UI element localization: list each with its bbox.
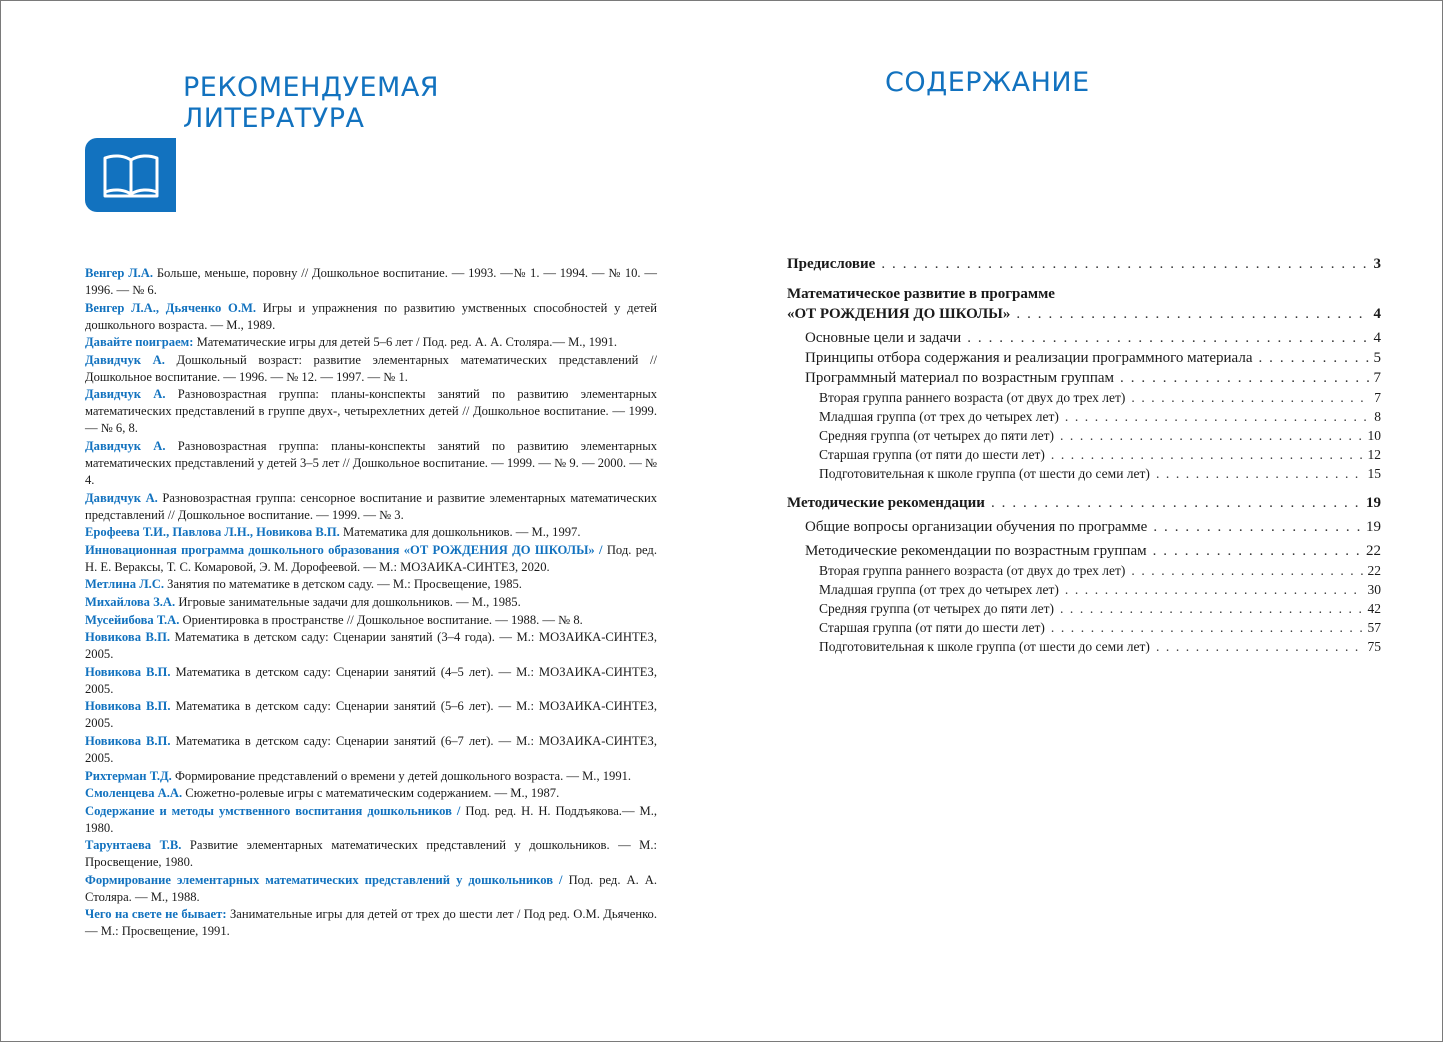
- reference-item: [85, 594, 657, 611]
- reference-text: Разновозрастная группа: сенсорное воспитание и развитие элементарных математических представлений // Дошкольное воспитание. — 1999. — № 3.: [85, 490, 657, 522]
- toc-subitem[interactable]: [787, 561, 1381, 580]
- toc-page-number: 30: [1367, 582, 1381, 597]
- dot-leader: [1060, 599, 1364, 618]
- reference-author: Инновационная программа дошкольного образования «ОТ РОЖДЕНИЯ ДО ШКОЛЫ» /: [85, 542, 603, 557]
- reference-item: [85, 300, 657, 334]
- dot-leader: [1153, 541, 1362, 561]
- toc-entry-title: Методические рекомендации по возрастным группам: [805, 543, 1147, 559]
- reference-item: [85, 612, 657, 629]
- toc-subitem[interactable]: [787, 388, 1381, 407]
- toc-page-number: 19: [1366, 519, 1381, 535]
- reference-text: Под. ред. Н. Е. Веракcы, Т. С. Комаровой, Э. М. Дорофеевой. — М.: МОЗАИКА-СИНТЕЗ, 2020.: [85, 542, 657, 574]
- reference-text: Математика в детском саду: Сценарии занятий (3–4 года). — М.: МОЗАИКА-СИНТЕЗ, 2005.: [85, 630, 657, 662]
- toc-page-number: 12: [1367, 447, 1381, 462]
- toc-methods-section[interactable]: [787, 493, 1381, 513]
- toc-page-number: 42: [1367, 601, 1381, 616]
- toc-page-number: 19: [1366, 495, 1381, 511]
- toc-page-number: 22: [1366, 543, 1381, 559]
- dot-leader: [967, 328, 1369, 348]
- toc-page-number: 8: [1374, 409, 1381, 424]
- reference-item: [85, 352, 657, 386]
- reference-author: Чего на свете не бывает:: [85, 907, 227, 922]
- reference-author: Давидчук А.: [85, 438, 166, 453]
- reference-text: Занимательные игры для детей от трех до шести лет / Под ред. О.М. Дьяченко. — М.: Просвещение, 1991.: [85, 907, 657, 939]
- dot-leader: [1156, 464, 1364, 483]
- toc-subitem[interactable]: [787, 407, 1381, 426]
- toc-math-items: [787, 328, 1381, 388]
- table-of-contents: [787, 254, 1381, 656]
- reference-author: Михайлова З.А.: [85, 594, 176, 609]
- reference-item: [85, 768, 657, 785]
- reference-author: Венгер Л.А., Дьяченко О.М.: [85, 300, 257, 315]
- toc-entry-title: «ОТ РОЖДЕНИЯ ДО ШКОЛЫ»: [787, 306, 1011, 322]
- reference-item: [85, 524, 657, 541]
- toc-item[interactable]: [787, 348, 1381, 368]
- dot-leader: [1153, 517, 1362, 537]
- reference-item: [85, 576, 657, 593]
- reference-author: Метлина Л.С.: [85, 577, 164, 592]
- reference-item: [85, 438, 657, 489]
- reference-author: Формирование элементарных математических представлений у дошкольников /: [85, 872, 563, 887]
- dot-leader: [1131, 561, 1363, 580]
- toc-page-number: 15: [1367, 466, 1381, 481]
- toc-subitem[interactable]: [787, 599, 1381, 618]
- toc-page-number: 57: [1367, 620, 1381, 635]
- toc-entry-title: Подготовительная к школе группа (от шести до семи лет): [819, 639, 1150, 654]
- toc-subitem[interactable]: [787, 618, 1381, 637]
- right-page: [723, 1, 1444, 1041]
- reference-item: [85, 265, 657, 299]
- toc-page-number: 4: [1373, 330, 1381, 346]
- toc-subitem[interactable]: [787, 445, 1381, 464]
- dot-leader: [1065, 580, 1364, 599]
- dot-leader: [1060, 426, 1364, 445]
- dot-leader: [1120, 368, 1370, 388]
- toc-subitem[interactable]: [787, 426, 1381, 445]
- reference-item: [85, 785, 657, 802]
- reference-author: Новикова В.П.: [85, 630, 171, 645]
- toc-entry-title: Старшая группа (от пяти до шести лет): [819, 447, 1045, 462]
- reference-item: [85, 664, 657, 698]
- reference-text: Больше, меньше, поровну // Дошкольное воспитание. — 1993. —№ 1. — 1994. — № 10. — 1996. — № 6.: [85, 266, 657, 297]
- reference-text: Сюжетно-ролевые игры с математическим содержанием. — М., 1987.: [182, 786, 560, 801]
- reference-text: Развитие элементарных математических представлений у дошкольников. — М.: Просвещение, 1980.: [85, 838, 658, 870]
- reference-text: Дошкольный возраст: развитие элементарных математических представлений // Дошкольное воспитание. — 1996. — № 12. — 1997. — № 1.: [85, 352, 658, 384]
- toc-page-number: 7: [1373, 370, 1381, 386]
- toc-entry-title: Методические рекомендации: [787, 495, 985, 511]
- reference-item: [85, 334, 657, 351]
- reference-author: Смоленцева А.А.: [85, 786, 183, 801]
- reference-author: Давидчук А.: [85, 387, 166, 402]
- dot-leader: [1065, 407, 1370, 426]
- reference-author: Новикова В.П.: [85, 664, 171, 679]
- reference-text: Разновозрастная группа: планы-конспекты занятий по развитию элементарных математических представлений у детей 3–5 лет // Дошкольное воспитание. — 1999. — № 9. — 2000. — № 4.: [85, 438, 658, 487]
- toc-item[interactable]: [787, 368, 1381, 388]
- reference-text: Математические игры для детей 5–6 лет / Под. ред. А. А. Столяра.— М., 1991.: [193, 335, 618, 350]
- dot-leader: [1051, 618, 1364, 637]
- reference-item: [85, 629, 657, 663]
- dot-leader: [1156, 637, 1364, 656]
- reference-item: [85, 386, 657, 437]
- toc-entry-title: Программный материал по возрастным группам: [805, 370, 1114, 386]
- dot-leader: [991, 493, 1362, 513]
- reference-text: Ориентировка в пространстве // Дошкольное воспитание. — 1988. — № 8.: [179, 612, 583, 627]
- toc-entry-title: Младшая группа (от трех до четырех лет): [819, 409, 1059, 424]
- toc-math-section[interactable]: [787, 304, 1381, 324]
- toc-math-subitems: [787, 388, 1381, 483]
- toc-methods-subitems: [787, 561, 1381, 656]
- dot-leader: [1258, 348, 1369, 368]
- dot-leader: [1131, 388, 1370, 407]
- reference-author: Тарунтаева Т.В.: [85, 838, 182, 853]
- reference-author: Давидчук А.: [85, 490, 158, 505]
- reference-text: Игры и упражнения по развитию умственных способностей у детей дошкольного возраста. — М., 1989.: [85, 300, 657, 332]
- left-page: [1, 1, 723, 1041]
- reference-text: Математика для дошкольников. — М., 1997.: [339, 525, 581, 540]
- dot-leader: [881, 254, 1369, 274]
- toc-entry-title: Средняя группа (от четырех до пяти лет): [819, 428, 1054, 443]
- toc-subitem[interactable]: [787, 637, 1381, 656]
- reference-author: Новикова В.П.: [85, 733, 171, 748]
- reference-text: Математика в детском саду: Сценарии занятий (6–7 лет). — М.: МОЗАИКА-СИНТЕЗ, 2005.: [85, 733, 657, 765]
- reference-item: [85, 490, 657, 524]
- toc-general-questions[interactable]: [787, 517, 1381, 537]
- reference-text: Под. ред. Н. Н. Поддъякова.— М., 1980.: [85, 803, 657, 835]
- reference-item: [85, 837, 657, 871]
- toc-page-number: 22: [1367, 563, 1381, 578]
- reference-text: Под. ред. А. А. Столяра. — М., 1988.: [85, 872, 657, 904]
- reference-text: Игровые занимательные задачи для дошкольников. — М., 1985.: [175, 594, 521, 609]
- toc-page-number: 3: [1373, 256, 1381, 272]
- toc-subitem[interactable]: [787, 464, 1381, 483]
- reference-author: Давайте поиграем:: [85, 335, 194, 350]
- heading-line-2: ЛИТЕРАТУРА: [183, 103, 365, 134]
- literature-heading: [183, 72, 439, 134]
- toc-page-number: 7: [1374, 390, 1381, 405]
- reference-item: [85, 906, 657, 940]
- open-book-icon: [102, 152, 160, 198]
- toc-page-number: 75: [1367, 639, 1381, 654]
- reference-item: [85, 542, 657, 576]
- toc-entry-title: Вторая группа раннего возраста (от двух до трех лет): [819, 390, 1126, 405]
- toc-page-number: 10: [1367, 428, 1381, 443]
- toc-entry-title: Вторая группа раннего возраста (от двух до трех лет): [819, 563, 1126, 578]
- reference-text: Разновозрастная группа: планы-конспекты занятий по развитию элементарных математических представлений в группе двух-, четырехлетних детей // Дошкольное воспитание. — 1999. — № 6, 8.: [85, 387, 658, 436]
- reference-author: Давидчук А.: [85, 352, 165, 367]
- reference-text: Математика в детском саду: Сценарии занятий (4–5 лет). — М.: МОЗАИКА-СИНТЕЗ, 2005.: [85, 664, 657, 696]
- toc-preface[interactable]: [787, 254, 1381, 274]
- reference-item: [85, 733, 657, 767]
- dot-leader: [1016, 304, 1369, 324]
- toc-entry-title: Старшая группа (от пяти до шести лет): [819, 620, 1045, 635]
- reference-author: Новикова В.П.: [85, 699, 171, 714]
- toc-entry-title: Общие вопросы организации обучения по программе: [805, 519, 1148, 535]
- toc-entry-title: Младшая группа (от трех до четырех лет): [819, 582, 1059, 597]
- reference-item: [85, 698, 657, 732]
- toc-math-section-title: Математическое развитие в программе: [787, 286, 1055, 302]
- toc-page-number: 5: [1373, 350, 1381, 366]
- reference-item: [85, 803, 657, 837]
- toc-entry-title: Средняя группа (от четырех до пяти лет): [819, 601, 1054, 616]
- reference-text: Математика в детском саду: Сценарии занятий (5–6 лет). — М.: МОЗАИКА-СИНТЕЗ, 2005.: [85, 699, 657, 731]
- toc-subitem[interactable]: [787, 580, 1381, 599]
- reference-author: Ерофеева Т.И., Павлова Л.Н., Новикова В.П.: [85, 525, 340, 540]
- contents-heading: СОДЕРЖАНИЕ: [885, 67, 1090, 98]
- reference-author: Рихтерман Т.Д.: [85, 768, 172, 783]
- toc-entry-title: Принципы отбора содержания и реализации программного материала: [805, 350, 1253, 366]
- toc-age-group-recommendations[interactable]: [787, 541, 1381, 561]
- heading-line-1: РЕКОМЕНДУЕМАЯ: [183, 72, 440, 103]
- toc-item[interactable]: [787, 328, 1381, 348]
- toc-entry-title: Предисловие: [787, 256, 876, 272]
- reference-author: Содержание и методы умственного воспитания дошкольников /: [85, 803, 461, 818]
- reference-text: Занятия по математике в детском саду. — М.: Просвещение, 1985.: [163, 577, 522, 592]
- book-tile: [85, 138, 176, 212]
- toc-entry-title: Подготовительная к школе группа (от шести до семи лет): [819, 466, 1150, 481]
- reference-item: [85, 872, 657, 906]
- reference-author: Венгер Л.А.: [85, 266, 153, 280]
- dot-leader: [1051, 445, 1364, 464]
- reference-text: Формирование представлений о времени у детей дошкольного возраста. — М., 1991.: [171, 768, 632, 783]
- reference-list: [85, 265, 657, 941]
- toc-entry-title: Основные цели и задачи: [805, 330, 962, 346]
- reference-author: Мусейибова Т.А.: [85, 612, 180, 627]
- toc-page-number: 4: [1373, 306, 1381, 322]
